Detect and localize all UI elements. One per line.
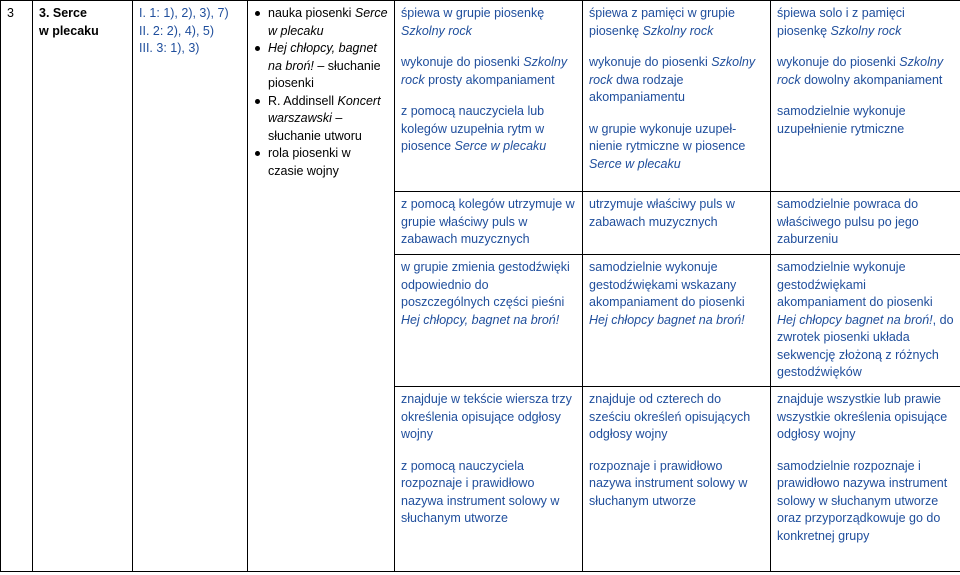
requirement-entry [777, 259, 954, 382]
text-segment: Szkolny rock [401, 55, 568, 87]
entries-block [589, 5, 764, 173]
text-segment: wykonuje do piosenki [401, 55, 524, 69]
content-cell [248, 1, 395, 572]
requirement-entry [777, 5, 954, 40]
text-segment: , do zwrotek piosenki układa sekwencję złożoną z różnych gestodźwięków [777, 312, 954, 379]
text-segment: śpiewa z pamięci w grupie piosenkę [589, 6, 735, 38]
requirement-entry [589, 54, 764, 107]
bullet-icon [255, 46, 260, 51]
requirement-cell [583, 1, 771, 192]
entries-block [589, 391, 764, 510]
text-segment: śpiewa w grupie piosenkę [401, 6, 545, 20]
text-segment: samodzielnie wykonuje gestodźwiękami wskazany akompaniament do piosenki [589, 260, 745, 309]
text-segment: samodzielnie rozpoznaje i prawidłowo nazywa instrument solowy w słuchanym utworze oraz przyporządkowuje go do konkretnej grupy [777, 458, 948, 543]
requirement-entry [777, 54, 954, 89]
requirement-cell [583, 192, 771, 255]
requirement-cell [395, 255, 583, 387]
bullet-icon [255, 99, 260, 104]
text-segment: śpiewa solo i z pamięci piosenkę [777, 6, 905, 38]
text-segment: Hej chłopcy, bagnet na broń! [401, 312, 560, 327]
row-number: 3 [7, 6, 14, 20]
requirement-entry [401, 5, 576, 40]
entries-block [401, 196, 576, 249]
text-segment: Serce w plecaku [268, 6, 388, 38]
text-segment: Hej chłopcy bagnet na broń! [589, 312, 745, 327]
text-segment: – słuchanie piosenki [268, 58, 381, 90]
list-item [268, 40, 388, 93]
text-segment: Koncert warszawski [268, 93, 381, 125]
entries-block [401, 259, 576, 329]
list-item [268, 5, 388, 40]
text-segment: Serce w plecaku [589, 156, 681, 171]
text-segment: R. Addinsell [268, 93, 338, 108]
list-item [268, 145, 388, 180]
text-segment: z pomocą nauczyciela lub kolegów uzupełnia rytm w piosence [401, 104, 545, 153]
requirement-cell [395, 192, 583, 255]
requirement-entry [589, 259, 764, 329]
text-segment: utrzymuje właściwy puls w zabawach muzycznych [589, 197, 735, 229]
reference-line: I. 1: 1), 2), 3), 7) [139, 6, 229, 20]
bullet-icon [255, 151, 260, 156]
bullet-icon [255, 11, 260, 16]
text-segment: dowolny akompaniament [800, 72, 943, 87]
requirement-entry [401, 458, 576, 528]
text-segment: znajduje wszystkie lub prawie wszystkie określenia opisujące odgłosy wojny [777, 392, 948, 441]
text-segment: Szkolny rock [777, 55, 944, 87]
text-segment: z pomocą nauczyciela rozpoznaje i prawidłowo nazywa instrument solowy w słuchanym utworze [401, 458, 560, 525]
requirement-entry [589, 5, 764, 40]
requirement-cell [395, 1, 583, 192]
requirement-entry [777, 391, 954, 444]
references-cell [133, 1, 248, 572]
text-segment: wykonuje do piosenki [777, 55, 900, 69]
text-segment: wykonuje do piosenki [589, 55, 712, 69]
requirement-entry [777, 196, 954, 249]
requirement-entry [589, 196, 764, 231]
text-segment: rozpoznaje i prawidłowo nazywa instrument solowy w słuchanym utworze [589, 458, 748, 508]
text-segment: znajduje od czterech do sześciu określeń opisujących odgłosy wojny [589, 392, 751, 441]
text-segment: w grupie wykonuje uzupeł-nienie rytmiczne w piosence [589, 121, 746, 153]
requirement-cell [583, 255, 771, 387]
text-segment: Szkolny rock [642, 23, 714, 38]
entries-block [777, 196, 954, 249]
requirement-cell [771, 1, 960, 192]
text-segment: Hej chłopcy, bagnet na broń! [268, 41, 377, 73]
text-segment: Szkolny rock [830, 23, 902, 38]
text-segment: Szkolny rock [401, 23, 472, 38]
requirement-cell [583, 387, 771, 572]
table-row [1, 1, 960, 192]
requirement-entry [401, 54, 576, 89]
text-segment: Serce w plecaku [454, 139, 547, 153]
reference-line: III. 3: 1), 3) [139, 41, 200, 55]
requirement-cell [395, 387, 583, 572]
text-segment: z pomocą kolegów utrzymuje w grupie właściwy puls w zabawach muzycznych [401, 197, 575, 246]
requirement-cell [771, 192, 960, 255]
requirement-entry [589, 391, 764, 444]
entries-block [401, 391, 576, 528]
requirement-entry [589, 121, 764, 174]
reference-line: II. 2: 2), 4), 5) [139, 23, 215, 38]
requirement-entry [777, 458, 954, 546]
requirement-entry [401, 259, 576, 329]
lesson-title-line: 3. Serce [39, 6, 87, 20]
entries-block [777, 391, 954, 545]
lesson-title-line: w plecaku [39, 23, 99, 38]
list-item [268, 93, 388, 146]
requirement-cell [771, 387, 960, 572]
lesson-title-cell [33, 1, 133, 572]
text-segment: dwa rodzaje akompaniamentu [589, 72, 685, 104]
content-list [254, 5, 388, 180]
entries-block [777, 5, 954, 138]
row-number-cell [1, 1, 33, 572]
entries-block [777, 259, 954, 382]
text-segment: Hej chłopcy bagnet na broń! [777, 312, 933, 327]
text-segment: znajduje w tekście wiersza trzy określenia opisujące odgłosy wojny [401, 392, 572, 441]
text-segment: samodzielnie powraca do właściwego pulsu po jego zaburzeniu [777, 197, 919, 246]
text-segment: – słuchanie utworu [268, 111, 362, 143]
text-segment: Szkolny rock [589, 55, 756, 87]
requirement-entry [401, 103, 576, 156]
requirement-entry [589, 458, 764, 511]
requirement-cell [771, 255, 960, 387]
text-segment: w grupie zmienia gestodźwięki odpowiednio do poszczególnych części pieśni [401, 260, 570, 309]
entries-block [589, 196, 764, 231]
requirement-entry [777, 103, 954, 138]
requirement-entry [401, 196, 576, 249]
requirement-entry [401, 391, 576, 444]
text-segment: nauka piosenki [268, 6, 355, 20]
text-segment: prosty akompaniament [424, 72, 555, 87]
text-segment: rola piosenki w czasie wojny [268, 146, 351, 178]
text-segment: samodzielnie wykonuje gestodźwiękami akompaniament do piosenki [777, 260, 933, 309]
text-segment: samodzielnie wykonuje uzupełnienie rytmiczne [777, 104, 906, 136]
entries-block [589, 259, 764, 329]
entries-block [401, 5, 576, 156]
